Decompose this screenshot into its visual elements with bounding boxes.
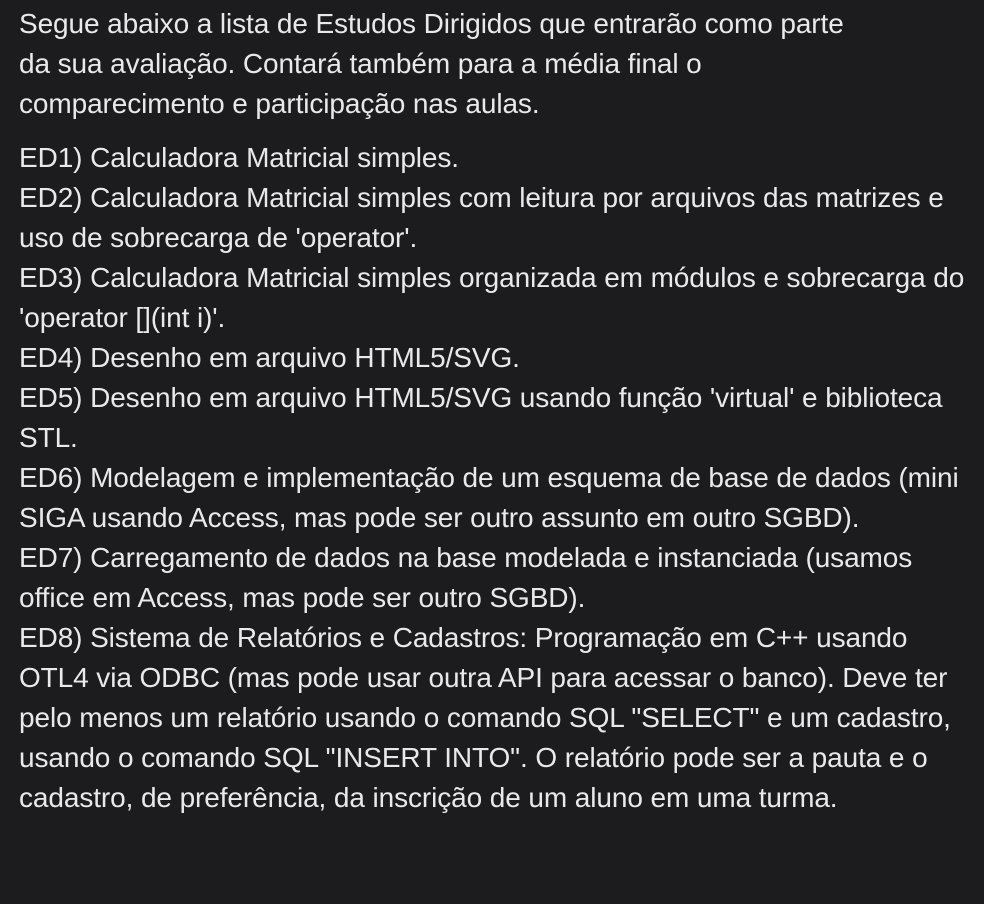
study-item-ed2: ED2) Calculadora Matricial simples com leitura por arquivos das matrizes e uso de sobrecarga de 'operator'. xyxy=(19,182,944,253)
study-item-ed7: ED7) Carregamento de dados na base modelada e instanciada (usamos office em Access, mas pode ser outro SGBD). xyxy=(19,542,913,613)
study-item-ed5: ED5) Desenho em arquivo HTML5/SVG usando função 'virtual' e biblioteca STL. xyxy=(19,382,943,453)
study-item-ed6: ED6) Modelagem e implementação de um esquema de base de dados (mini SIGA usando Access, mas pode ser outro assunto em outro SGBD). xyxy=(19,462,959,533)
study-item-ed1: ED1) Calculadora Matricial simples. xyxy=(19,142,459,173)
message-intro: Segue abaixo a lista de Estudos Dirigidos que entrarão como parte da sua avaliação. Contará também para a média final o comparecimento e participação nas aulas. xyxy=(19,8,844,119)
study-list xyxy=(19,138,965,818)
study-item-ed3: ED3) Calculadora Matricial simples organizada em módulos e sobrecarga do 'operator [](int i)'. xyxy=(19,262,965,333)
study-item-ed8: ED8) Sistema de Relatórios e Cadastros: Programação em C++ usando OTL4 via ODBC (mas pode usar outra API para acessar o banco). Deve ter pelo menos um relatório usando o comando SQL "SELECT" e um cadastro, usando o comando SQL "INSERT INTO". O relatório pode ser a pauta e o cadastro, de preferência, da inscrição de um aluno em uma turma. xyxy=(19,622,951,813)
study-item-ed4: ED4) Desenho em arquivo HTML5/SVG. xyxy=(19,342,520,373)
